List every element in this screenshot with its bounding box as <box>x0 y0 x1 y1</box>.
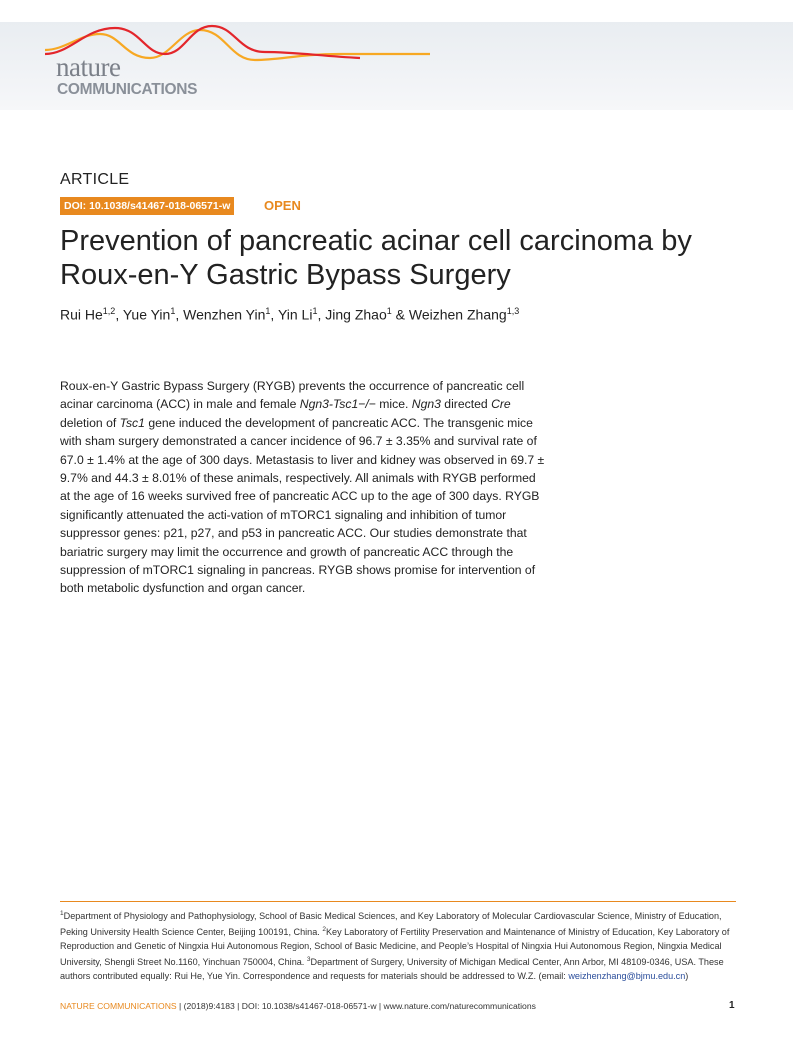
affiliation-sup: 2 <box>322 926 326 934</box>
author-affiliation-sup: 1 <box>265 306 271 316</box>
correspondence-email-link[interactable]: weizhenzhang@bjmu.edu.cn <box>568 971 686 982</box>
author-name[interactable]: Yin Li <box>277 306 313 323</box>
logo-nature-text: nature <box>56 52 121 82</box>
affiliation-divider <box>60 901 736 902</box>
author-affiliation-sup: 1 <box>386 306 392 316</box>
abstract-text: gene induced the development of pancreatic ACC. The transgenic mice with sham surgery demonstrated a cancer incidence of 96.7 ± 3.35% and survival rate of 67.0 ± 1.4% at the age of 300 days. Metastasis to liver and kidney was observed in 69.7 ± 9.7% and 44.3 ± 8.01% of these animals, respectively. All animals with RYGB performed at the age of 16 weeks survived free of pancreatic ACC up to the age of 300 days. RYGB significantly attenuated the acti-vation of mTORC1 signaling and inhibition of tumor suppressor genes: p21, p27, and p53 in pancreatic ACC. Our studies demonstrate that bariatric surgery may limit the occurrence and growth of pancreatic ACC through the suppression of mTORC1 signaling in pancreas. RYGB shows promise for intervention of both metabolic dysfunction and organ cancer. <box>60 415 545 596</box>
gene-name: Ngn3-Tsc1−/− <box>299 397 376 412</box>
footer-journal-name: NATURE COMMUNICATIONS <box>60 1001 177 1011</box>
doi-badge[interactable]: DOI: 10.1038/s41467-018-06571-w <box>60 197 234 215</box>
page-footer <box>60 1001 536 1011</box>
abstract-text: deletion of <box>60 415 120 430</box>
article-type-label: ARTICLE <box>60 171 130 188</box>
author-separator: , <box>175 306 184 323</box>
logo-communications-text: COMMUNICATIONS <box>57 81 198 98</box>
author-name[interactable]: Wenzhen Yin <box>183 306 266 323</box>
title-line-1: Prevention of pancreatic acinar cell carcinoma by <box>60 225 692 257</box>
author-separator: , <box>115 306 123 323</box>
article-title <box>60 224 760 292</box>
affiliation-sup: 1 <box>60 910 64 917</box>
gene-name: Cre <box>491 397 511 412</box>
affiliation-text: Department of Physiology and Pathophysiology, School of Basic Medical Sciences, and Key Laboratory of Molecular Cardiovascular Science, Ministry of Education, Peking University Health Science Center, Beijing 100191, China. <box>60 911 722 938</box>
author-separator: , <box>317 306 326 323</box>
author-affiliation-sup: 1,2 <box>102 306 116 316</box>
author-name[interactable]: Rui He <box>60 306 103 323</box>
author-name[interactable]: Jing Zhao <box>325 306 387 323</box>
author-name[interactable]: Weizhen Zhang <box>408 306 507 323</box>
affiliation-text: ) <box>685 971 689 982</box>
footer-citation: | (2018)9:4183 | DOI: 10.1038/s41467-018-06571-w | www.nature.com/naturecommunications <box>176 1001 536 1011</box>
author-affiliation-sup: 1 <box>312 306 318 316</box>
abstract-text: mice. <box>375 397 412 412</box>
gene-name: Ngn3 <box>411 397 441 412</box>
abstract-text: directed <box>440 397 492 412</box>
affiliation-sup: 3 <box>306 956 311 964</box>
affiliation-text: Key Laboratory of Fertility Preservation and Maintenance of Ministry of Education, Key Laboratory of Reproduction and Genetic of Ningxia Hui Autonomous Region, School of Basic Medicine, and People’s Hospital of Ningxia Hui Autonomous Region, Ningxia Medical University, Shengli Street No.1160, Yinchuan 750004, China. <box>60 927 730 968</box>
open-access-label: OPEN <box>264 198 301 213</box>
abstract <box>60 377 546 598</box>
affiliations <box>60 907 740 983</box>
author-name[interactable]: Yue Yin <box>122 306 171 323</box>
title-line-2: Roux-en-Y Gastric Bypass Surgery <box>60 259 511 291</box>
abstract-text: Roux-en-Y Gastric Bypass Surgery (RYGB) prevents the occurrence of pancreatic cell acinar carcinoma (ACC) in male and female <box>60 379 525 412</box>
author-separator: , <box>270 306 278 323</box>
author-separator: & <box>391 306 409 323</box>
gene-name: Tsc1 <box>119 415 145 430</box>
author-affiliation-sup: 1 <box>170 306 176 316</box>
affiliation-text: Department of Surgery, University of Michigan Medical Center, Ann Arbor, MI 48109-0346, USA. These authors contributed equally: Rui He, Yue Yin. Correspondence and requests for materials should be addressed to W.Z. (email: <box>60 957 724 982</box>
author-list <box>60 306 519 323</box>
page-number: 1 <box>729 1000 735 1011</box>
author-affiliation-sup: 1,3 <box>506 306 520 316</box>
